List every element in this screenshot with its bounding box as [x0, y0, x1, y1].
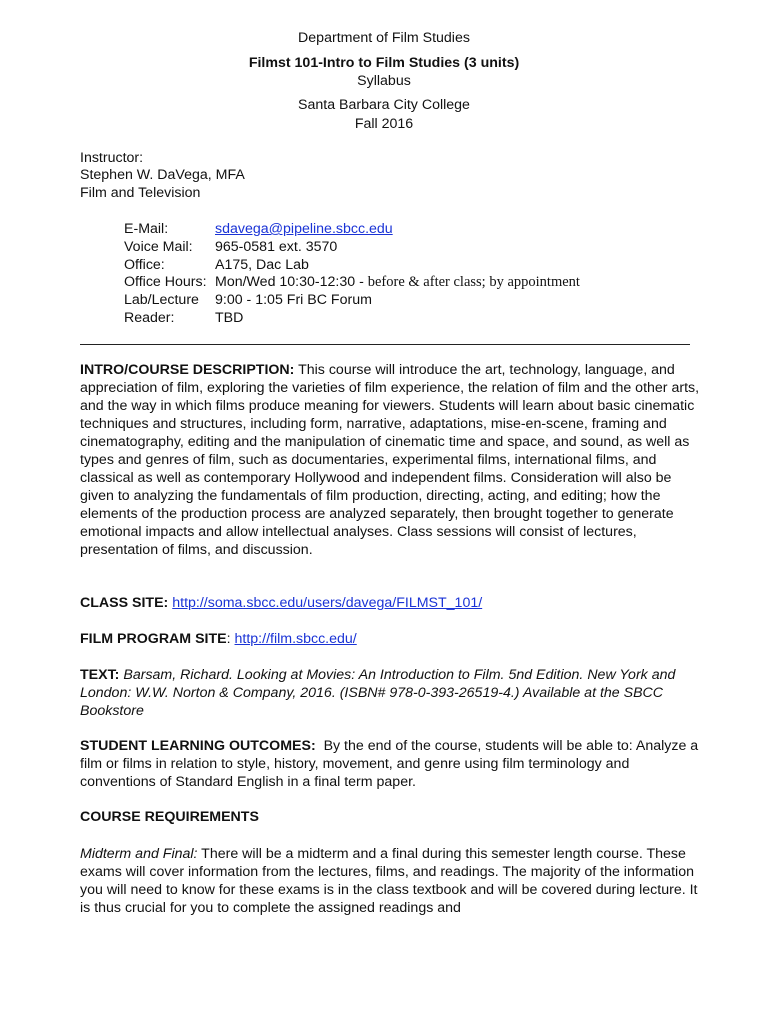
course-description-text: This course will introduce the art, technology, language, and appreciation of film, exploring the varieties of film experience, the relation of film and the other arts, and the way in which films produce meaning for viewers. Students will learn about basic cinematic techniques and structures, including form, narrative, adaptations, mise-en-scene, framing and cinematography, editing and the manipulation of cinematic time and space, and sound, as well as types and genres of film, such as documentaries, experimental films, international films, and classical as well as contemporary Hollywood and independent films. Consideration will also be given to analyzing the fundamentals of film production, directing, acting, and editing; how the elements of the production process are analyzed separately, then brought together to generate emotional impacts and allow intellectual analyses. Class sessions will consist of lectures, presentation of films, and discussion.	[80, 362, 700, 558]
class-site-heading: CLASS SITE:	[80, 595, 169, 611]
lab-lecture-label: Lab/Lecture	[124, 292, 199, 308]
department-heading: Department of Film Studies	[298, 30, 470, 46]
course-requirements-heading: COURSE REQUIREMENTS	[80, 809, 259, 825]
college-name: Santa Barbara City College	[298, 97, 470, 113]
term: Fall 2016	[354, 116, 414, 132]
office-hours-value	[215, 274, 580, 291]
midterm-final-text: There will be a midterm and a final during this semester length course. These exams will cover information from the lectures, films, and readings. The majority of the information you will need to know for these exams is in the class textbook and will be covered during lecture. It is thus crucial for you to complete the assigned readings and	[80, 846, 698, 916]
class-site-link[interactable]: http://soma.sbcc.edu/users/davega/FILMST_101/	[172, 595, 483, 611]
instructor-department: Film and Television	[80, 185, 201, 201]
class-site	[80, 594, 704, 612]
textbook-heading: TEXT:	[80, 667, 120, 683]
office-hours-note: before & after class; by appointment	[367, 274, 580, 290]
film-program-site-separator: :	[226, 631, 231, 647]
office-value: A175, Dac Lab	[215, 257, 309, 273]
email-label: E-Mail:	[124, 221, 169, 237]
section-divider	[80, 344, 690, 345]
midterm-final	[80, 845, 704, 917]
office-label: Office:	[124, 257, 165, 273]
textbook	[80, 666, 704, 720]
course-description-heading: INTRO/COURSE DESCRIPTION:	[80, 362, 295, 378]
learning-outcomes-heading: STUDENT LEARNING OUTCOMES:	[80, 738, 316, 754]
learning-outcomes	[80, 737, 704, 791]
learning-outcomes-text: By the end of the course, students will be able to: Analyze a film or films in relation to style, history, movement, and genre using film terminology and conventions of Standard English in a final term paper.	[80, 738, 699, 790]
course-title: Filmst 101-Intro to Film Studies (3 units)	[248, 55, 520, 71]
voicemail-value: 965-0581 ext. 3570	[215, 239, 338, 255]
reader-value: TBD	[215, 310, 244, 326]
document-type: Syllabus	[357, 73, 411, 89]
film-program-site-heading: FILM PROGRAM SITE	[80, 631, 227, 647]
course-description	[80, 361, 704, 559]
film-program-site	[80, 630, 704, 648]
instructor-heading: Instructor:	[80, 150, 144, 166]
email-link[interactable]: sdavega@pipeline.sbcc.edu	[215, 221, 393, 237]
film-program-site-link[interactable]: http://film.sbcc.edu/	[234, 631, 357, 647]
voicemail-label: Voice Mail:	[124, 239, 193, 255]
midterm-final-label: Midterm and Final:	[80, 846, 198, 862]
instructor-name: Stephen W. DaVega, MFA	[80, 167, 245, 183]
office-hours-label: Office Hours:	[124, 274, 207, 290]
lab-lecture-value: 9:00 - 1:05 Fri BC Forum	[215, 292, 372, 308]
textbook-citation: Barsam, Richard. Looking at Movies: An Introduction to Film. 5nd Edition. New York and London: W.W. Norton & Company, 2016. (ISBN# 978-0-393-26519-4.) Available at the SBCC Bookstore	[80, 667, 676, 719]
office-hours-main: Mon/Wed 10:30-12:30 -	[215, 274, 368, 290]
reader-label: Reader:	[124, 310, 175, 326]
